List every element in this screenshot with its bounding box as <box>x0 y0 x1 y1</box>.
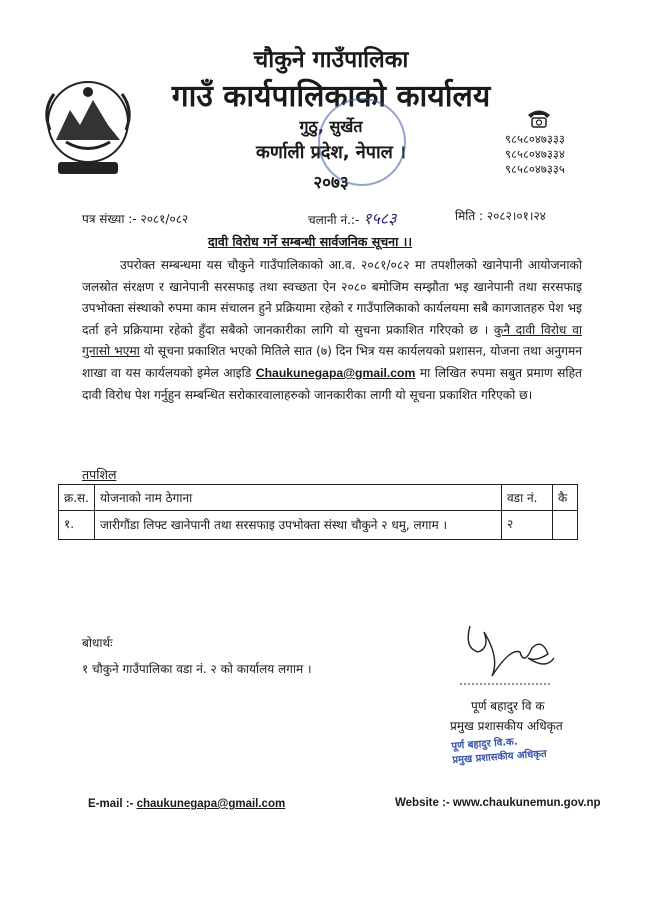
footer-website[interactable]: Website :- www.chaukunemun.gov.np <box>395 797 601 809</box>
stamp-line: पूर्ण बहादुर वि.क. <box>451 736 518 753</box>
table-header-row <box>59 485 578 511</box>
table-cell: २ <box>502 511 553 540</box>
signature-icon <box>450 618 560 688</box>
table-header: क्र.स. <box>59 485 95 511</box>
office-name: चौकुने गाउँपालिका <box>253 47 409 73</box>
dispatch-number <box>308 207 396 229</box>
phone-numbers <box>505 132 565 177</box>
phone-number: ९८५८०४७३३३ <box>505 132 565 146</box>
letter-date: मिति : २०८२।०१।२४ <box>455 209 546 223</box>
body-highlight: कुनै दावी विरोध वा गुनासो भएमा <box>82 322 583 359</box>
dispatch-label: चलानी नं.:- <box>308 213 360 227</box>
dispatch-value: १५८३ <box>363 209 397 228</box>
body-part-3: मा लिखित रुपमा सबुत प्रमाण सहित दावी विरोध पेश गर्नुहुन सम्बन्धित सरोकारवालाहरुको जानकारीका लागी यो सूचना प्रकाशित गरिएको छ। <box>82 365 582 402</box>
table-header: वडा नं. <box>502 485 553 511</box>
body-part-2: यो सूचना प्रकाशित भएको मितिले सात (७) दिन भित्र यस कार्यलयको प्रशासन, योजना तथा अनुगमन शाखा वा यस कार्यलयको इमेल आइडि <box>82 344 582 380</box>
table-cell: जारीगौंडा लिफ्ट खानेपानी तथा सरसफाइ उपभोक्ता संस्था चौकुने २ धमु, लगाम । <box>94 511 501 540</box>
body-email: Chaukunegapa@gmail.com <box>255 365 416 380</box>
office-province: कर्णाली प्रदेश, नेपाल । <box>256 142 406 163</box>
office-year: २०७३ <box>313 173 349 193</box>
cc-label: बोधार्थः <box>82 636 113 650</box>
table-header: योजनाको नाम ठेगाना <box>94 485 501 511</box>
signatory-name: पूर्ण बहादुर वि क <box>471 699 545 713</box>
notice-body <box>82 255 582 406</box>
office-title: गाउँ कार्यपालिकाको कार्यालय <box>171 79 491 114</box>
footer-email-label: E-mail :- <box>88 798 134 810</box>
cc-line: १ चौकुने गाउँपालिका वडा नं. २ को कार्यालय लगाम । <box>82 662 312 676</box>
phone-number: ९८५८०४७३३५ <box>505 162 565 176</box>
letter-number: पत्र संख्या :- २०८१/०८२ <box>82 212 189 226</box>
signatory-title: प्रमुख प्रशासकीय अधिकृत <box>450 719 563 733</box>
notice-title: दावी विरोध गर्ने सम्बन्धी सार्वजनिक सूचना ।। <box>208 234 413 249</box>
signatory-stamp <box>451 732 573 774</box>
footer-email-link[interactable]: chaukunegapa@gmail.com <box>136 798 286 810</box>
body-part-1: उपरोक्त सम्बन्धमा यस चौकुने गाउँपालिकाको आ.व. २०८१/०८२ मा तपशीलको खानेपानी आयोजनाको जलस्रोत संरक्षण र खानेपानी सरसफाइ तथा स्वच्छता ऐन २०८० बमोजिम सम्झौता भइ खानेपानी तथा सरसफाइ उपभोक्ता संस्थाको रुपमा काम संचालन हुने प्रक्रियामा रहेको र गाउँपालिकाको कार्यलयमा सबै कागजातहरु पेश भइ दर्ता हने प्रक्रियामा रहेको हुँदा सबैको जानकारीका लागि यो सुचना प्रकाशित गरिएको छ । <box>82 258 582 337</box>
telephone-icon <box>526 108 552 128</box>
office-stamp-icon <box>318 98 406 186</box>
table-header: कै <box>553 485 578 511</box>
details-table <box>58 484 578 540</box>
footer-email <box>88 798 285 810</box>
phone-number: ९८५८०४७३३४ <box>505 147 565 161</box>
stamp-line: प्रमुख प्रशासकीय अधिकृत <box>452 748 548 767</box>
details-heading: तपशिल <box>82 467 117 482</box>
table-cell <box>553 511 578 540</box>
table-row <box>59 511 578 540</box>
office-place: गुठु, सुर्खेत <box>299 117 363 136</box>
table-cell: १. <box>59 511 95 540</box>
